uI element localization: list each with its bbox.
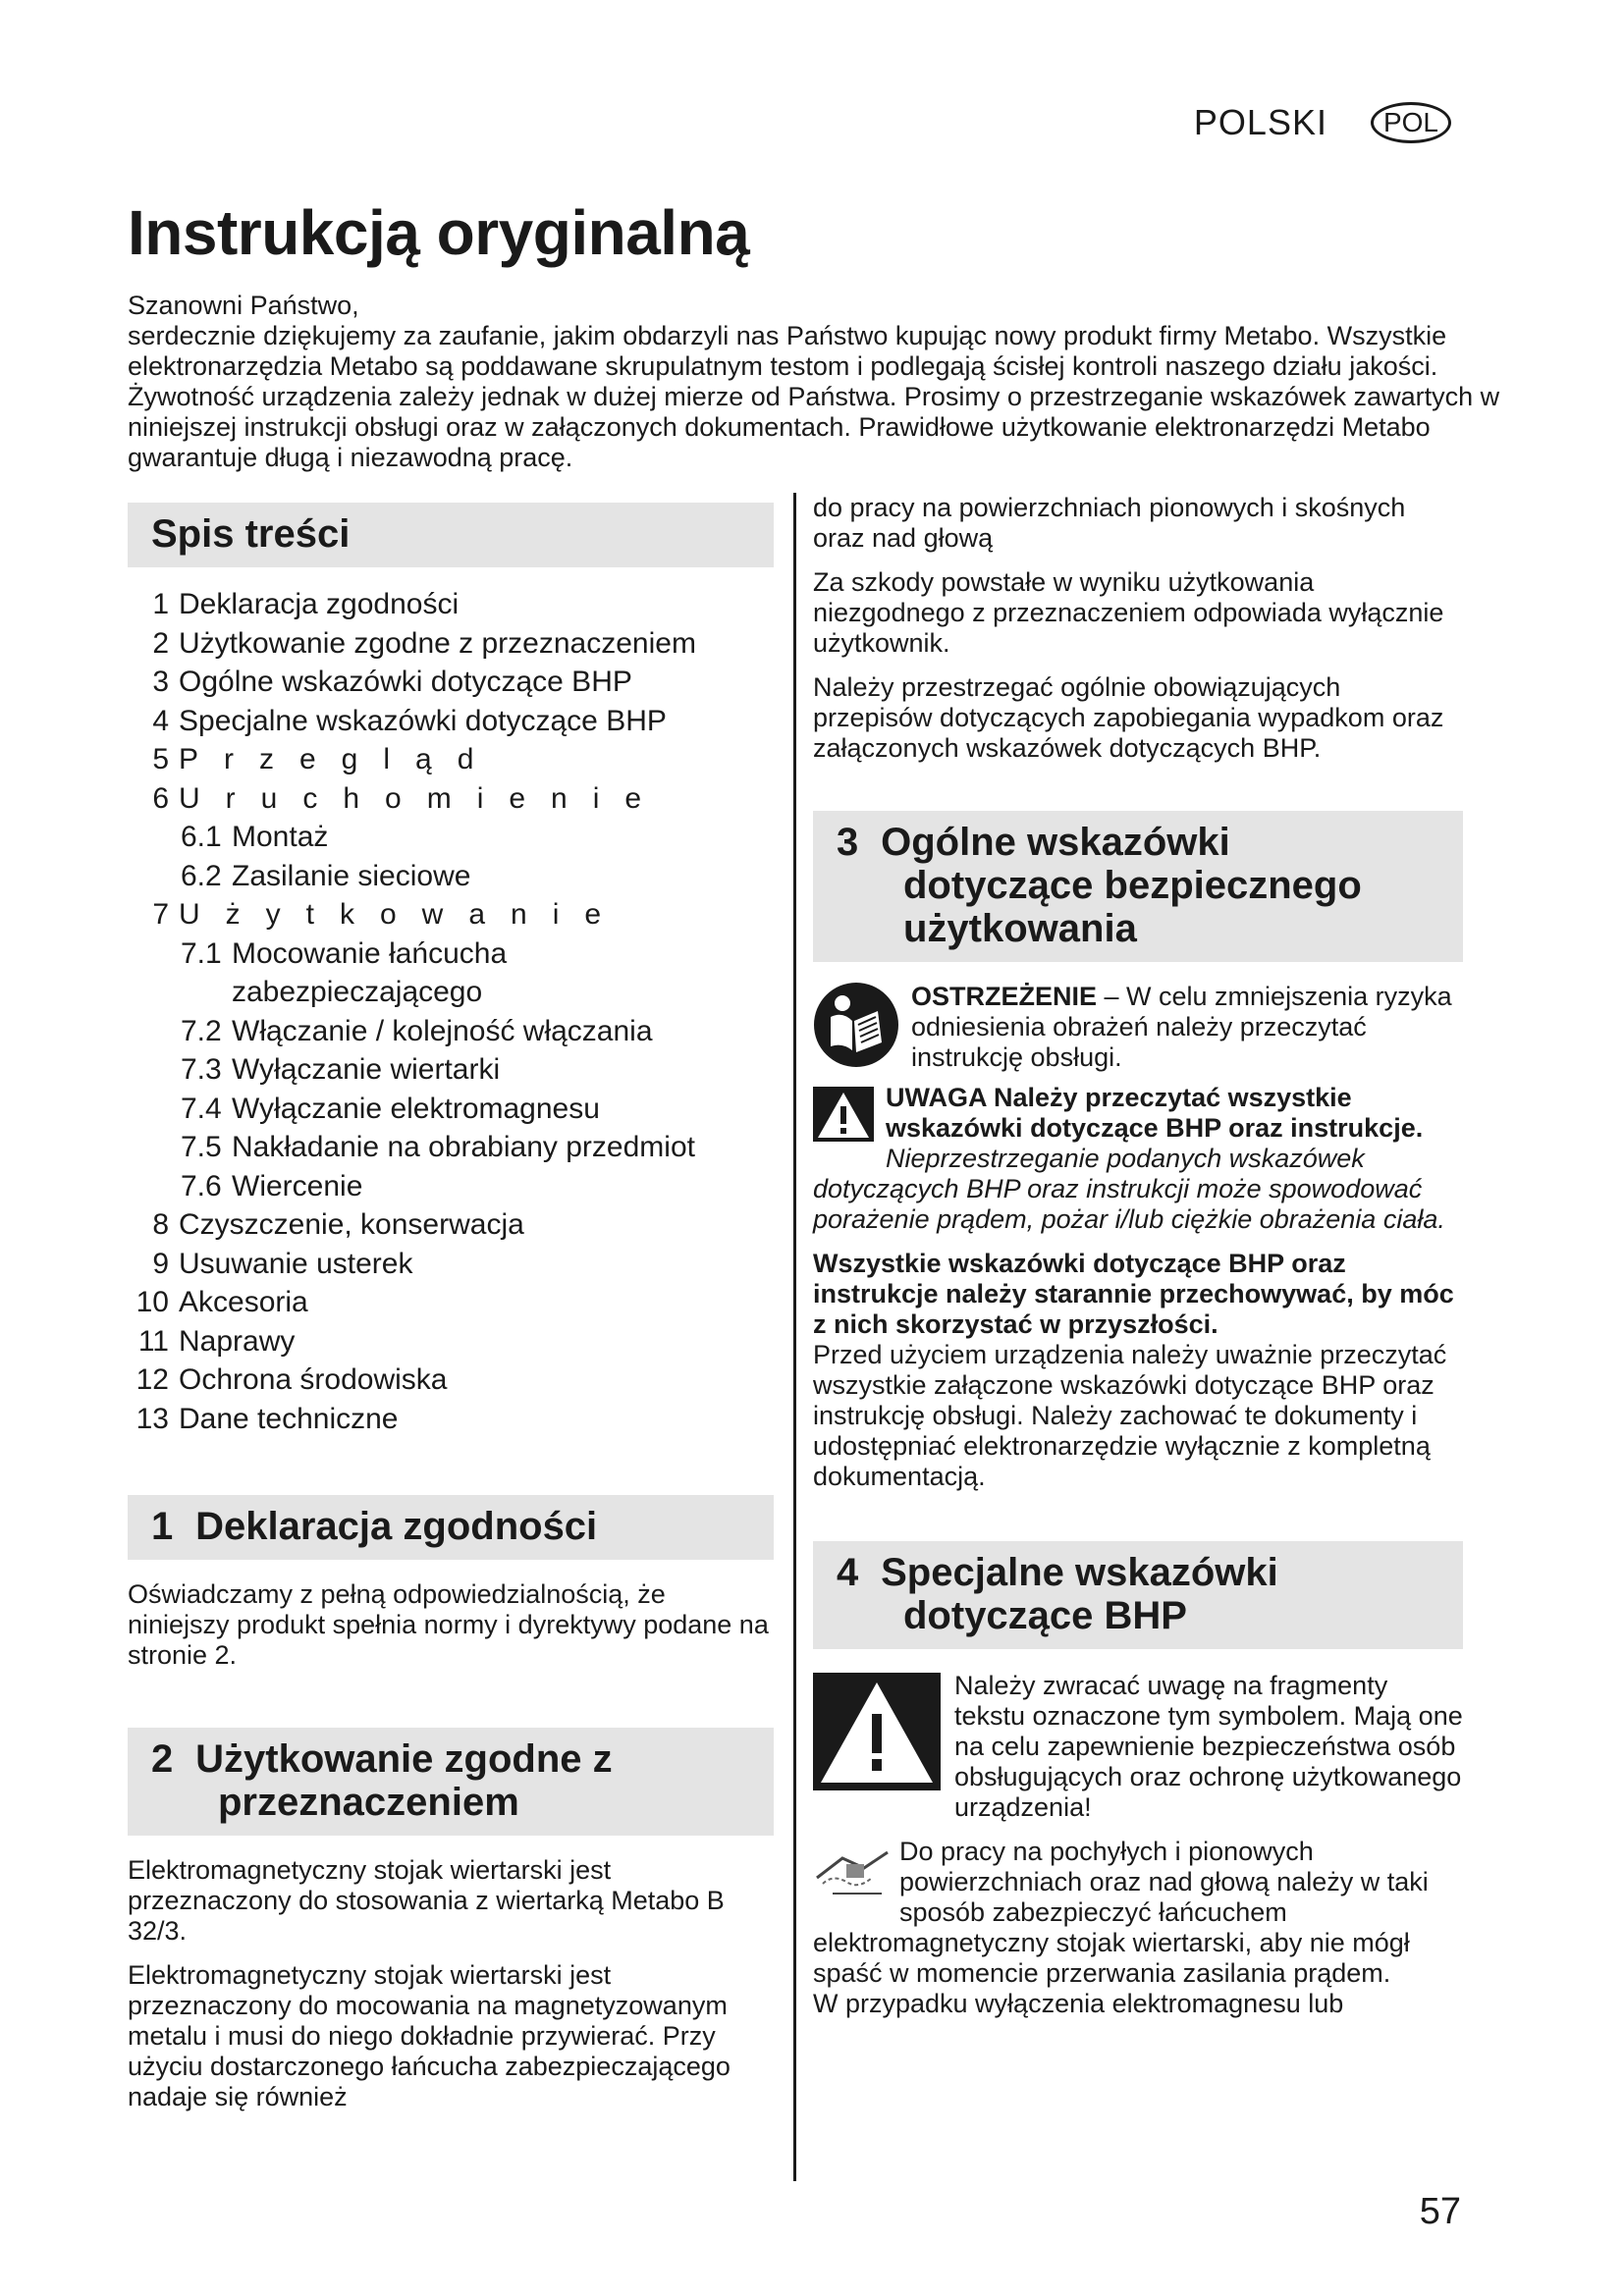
chain-icon (813, 1839, 892, 1908)
toc-label: Wyłączanie elektromagnesu (232, 1092, 600, 1125)
language-header (1194, 102, 1451, 143)
toc-item[interactable] (128, 1012, 774, 1051)
toc-num: 7.2 (181, 1014, 222, 1047)
read-manual-warning (813, 982, 1463, 1073)
warning-label: OSTRZEŻENIE (911, 982, 1098, 1011)
symbol-note-text: Należy zwracać uwagę na fragmenty tekstu oznaczone tym symbolem. Mają one na celu zapewnienie bezpieczeństwa osób obsługujących oraz ochronę użytkowanego urządzenia! (954, 1671, 1463, 1822)
section-title-cont: przeznaczeniem (218, 1781, 519, 1824)
toc-label: Przegląd (179, 743, 500, 775)
toc-num: 7.1 (181, 936, 222, 970)
table-of-contents (128, 585, 774, 1438)
section-number: 2 (151, 1737, 174, 1781)
toc-item[interactable] (128, 934, 774, 1012)
section-3-heading (813, 811, 1463, 962)
caution-block (813, 1083, 1463, 1235)
toc-item[interactable] (128, 702, 774, 741)
language-name: POLSKI (1193, 102, 1327, 142)
toc-label: Dane techniczne (179, 1402, 399, 1435)
toc-label: Mocowanie łańcucha (232, 936, 508, 970)
toc-item[interactable] (128, 895, 774, 934)
toc-num: 6.1 (181, 821, 222, 853)
toc-item[interactable] (128, 1283, 774, 1322)
toc-num: 6 (152, 781, 169, 815)
section-title-cont: użytkowania (903, 907, 1137, 950)
toc-label: Włączanie / kolejność włączania (232, 1014, 653, 1047)
section-title: Ogólne wskazówki (881, 821, 1230, 864)
section-number: 3 (837, 821, 859, 864)
liability-para: Za szkody powstałe w wyniku użytkowania niezgodnego z przeznaczeniem odpowiada wyłącznie użytkownik. (813, 567, 1444, 658)
toc-item[interactable] (128, 1322, 774, 1362)
section-1-text: Oświadczamy z pełną odpowiedzialnością, że niniejszy produkt spełnia normy i dyrektywy podane na stronie 2. (128, 1579, 769, 1670)
toc-item[interactable] (128, 663, 774, 702)
toc-label: Usuwanie usterek (179, 1247, 413, 1280)
section-4-heading (813, 1541, 1463, 1649)
intro-greeting: Szanowni Państwo, (128, 291, 359, 320)
toc-label: Wyłączanie wiertarki (232, 1053, 501, 1086)
caution-icon (813, 1087, 874, 1147)
section-2-heading (128, 1728, 774, 1836)
toc-label: Akcesoria (179, 1286, 308, 1318)
toc-num: 12 (135, 1363, 169, 1396)
read-manual-icon (813, 982, 899, 1073)
toc-label: Wiercenie (232, 1169, 363, 1202)
chain-note-text: Do pracy na pochyłych i pionowych powierzchniach oraz nad głową należy w taki sposób zabezpieczyć łańcuchem elektromagnetyczny stojak wiertarski, aby nie mógł spaść w momencie przerwania zasilania prądem. (813, 1837, 1429, 1988)
toc-item[interactable] (128, 1205, 774, 1245)
toc-num: 7.4 (181, 1092, 222, 1125)
toc-label: Naprawy (179, 1324, 296, 1358)
toc-num: 13 (135, 1402, 169, 1435)
warning-text (911, 982, 1463, 1073)
toc-item[interactable] (128, 1090, 774, 1129)
section-title-cont: dotyczące bezpiecznego (903, 864, 1362, 907)
toc-num: 7.6 (181, 1169, 222, 1202)
toc-item[interactable] (128, 1361, 774, 1400)
toc-item[interactable] (128, 1245, 774, 1284)
regulations-para: Należy przestrzegać ogólnie obowiązujących przepisów dotyczących zapobiegania wypadkom oraz załączonych wskazówek dotyczących BHP. (813, 672, 1444, 763)
toc-label: Czyszczenie, konserwacja (179, 1208, 524, 1241)
section-1-heading (128, 1495, 774, 1560)
toc-label: Specjalne wskazówki dotyczące BHP (179, 704, 667, 737)
page-number: 57 (1419, 2191, 1461, 2232)
column-divider (793, 493, 796, 2181)
toc-heading-text: Spis treści (151, 512, 351, 556)
toc-label: Uruchomienie (179, 781, 668, 815)
intro-text (128, 291, 1502, 473)
toc-item[interactable] (128, 1128, 774, 1167)
toc-item[interactable] (128, 857, 774, 896)
toc-num: 10 (135, 1286, 169, 1318)
section-title: Użytkowanie zgodne z (195, 1737, 613, 1781)
page-title: Instrukcją oryginalną (128, 197, 750, 268)
toc-label: Zasilanie sieciowe (232, 859, 471, 892)
warning-body: – W celu zmniejszenia ryzyka odniesienia obrażeń należy przeczytać instrukcję obsługi. (911, 982, 1452, 1072)
toc-num: 6.2 (181, 859, 222, 892)
keep-instructions-bold: Wszystkie wskazówki dotyczące BHP oraz instrukcje należy starannie przechowywać, by móc z nich skorzystać w przyszłości. (813, 1249, 1454, 1339)
toc-num: 2 (152, 626, 169, 660)
toc-num: 9 (152, 1247, 169, 1280)
toc-num: 7.5 (181, 1131, 222, 1163)
toc-label: Montaż (232, 821, 329, 853)
intro-body: serdecznie dziękujemy za zaufanie, jakim obdarzyli nas Państwo kupując nowy produkt firmy Metabo. Wszystkie elektronarzędzia Metabo są poddawane skrupulatnym testom i podlegają ścisłej kontroli naszego działu jakości. Żywotność urządzenia zależy jednak w dużej mierze od Państwa. Prosimy o przestrzeganie wskazówek zawartych w niniejszej instrukcji obsługi oraz w załączonych dokumentach. Prawidłowe użytkowanie elektronarzędzi Metabo gwarantuje długą i niezawodną pracę. (128, 321, 1500, 472)
toc-num: 4 (152, 704, 169, 737)
language-badge: POL (1371, 102, 1451, 143)
caution-text (813, 1083, 1463, 1235)
toc-item[interactable] (128, 624, 774, 664)
toc-item[interactable] (128, 1167, 774, 1206)
section-number: 1 (151, 1505, 174, 1548)
chain-note (813, 1837, 1463, 2019)
section-title: Specjalne wskazówki (881, 1551, 1278, 1594)
toc-item[interactable] (128, 818, 774, 857)
toc-label: Ochrona środowiska (179, 1363, 448, 1396)
section-title-cont: dotyczące BHP (903, 1594, 1187, 1637)
toc-num: 7.3 (181, 1053, 222, 1086)
toc-item[interactable] (128, 1050, 774, 1090)
caution-bold: UWAGA Należy przeczytać wszystkie wskazówki dotyczące BHP oraz instrukcje. (886, 1083, 1424, 1143)
toc-num: 1 (152, 588, 169, 620)
toc-item[interactable] (128, 1400, 774, 1439)
usage-para-cont: do pracy na powierzchniach pionowych i skośnych oraz nad głową (813, 493, 1406, 553)
toc-num: 3 (152, 666, 169, 698)
toc-label: Ogólne wskazówki dotyczące BHP (179, 666, 632, 698)
section-2-para-1: Elektromagnetyczny stojak wiertarski jest przeznaczony do stosowania z wiertarką Metabo B 32/3. (128, 1855, 725, 1946)
section-number: 4 (837, 1551, 859, 1594)
toc-num: 11 (137, 1324, 169, 1358)
keep-instructions-text: Przed użyciem urządzenia należy uważnie przeczytać wszystkie załączone wskazówki dotyczące BHP oraz instrukcję obsługi. Należy zachować te dokumenty i udostępniać elektronarzędzie wyłącznie z kompletną dokumentacją. (813, 1340, 1447, 1491)
caution-italic: Nieprzestrzeganie podanych wskazówek dotyczących BHP oraz instrukcji może spowodować porażenie prądem, pożar i/lub ciężkie obrażenia ciała. (813, 1144, 1445, 1234)
section-2-para-2: Elektromagnetyczny stojak wiertarski jest przeznaczony do mocowania na magnetyzowanym metalu i musi do niego dokładnie przywierać. Przy użyciu dostarczonego łańcucha zabezpieczającego nadaje się również (128, 1960, 731, 2111)
toc-label: Deklaracja zgodności (179, 588, 460, 620)
toc-label: Użytkowanie zgodne z przeznaczeniem (179, 626, 696, 660)
toc-heading (128, 503, 774, 567)
toc-item[interactable] (128, 740, 774, 779)
left-column (128, 503, 774, 2126)
section-title: Deklaracja zgodności (195, 1505, 598, 1548)
symbol-note (813, 1671, 1463, 1823)
toc-num: 5 (152, 743, 169, 775)
toc-item[interactable] (128, 779, 774, 819)
magnet-off-text: W przypadku wyłączenia elektromagnesu lub (813, 1989, 1344, 2018)
toc-num: 7 (152, 898, 169, 931)
toc-num: 8 (152, 1208, 169, 1241)
toc-label-cont: zabezpieczającego (232, 976, 483, 1008)
toc-label: Nakładanie na obrabiany przedmiot (232, 1131, 695, 1163)
right-column (813, 493, 1463, 2033)
toc-item[interactable] (128, 585, 774, 624)
toc-label: Użytkowanie (179, 898, 627, 931)
warning-triangle-icon (813, 1673, 941, 1795)
